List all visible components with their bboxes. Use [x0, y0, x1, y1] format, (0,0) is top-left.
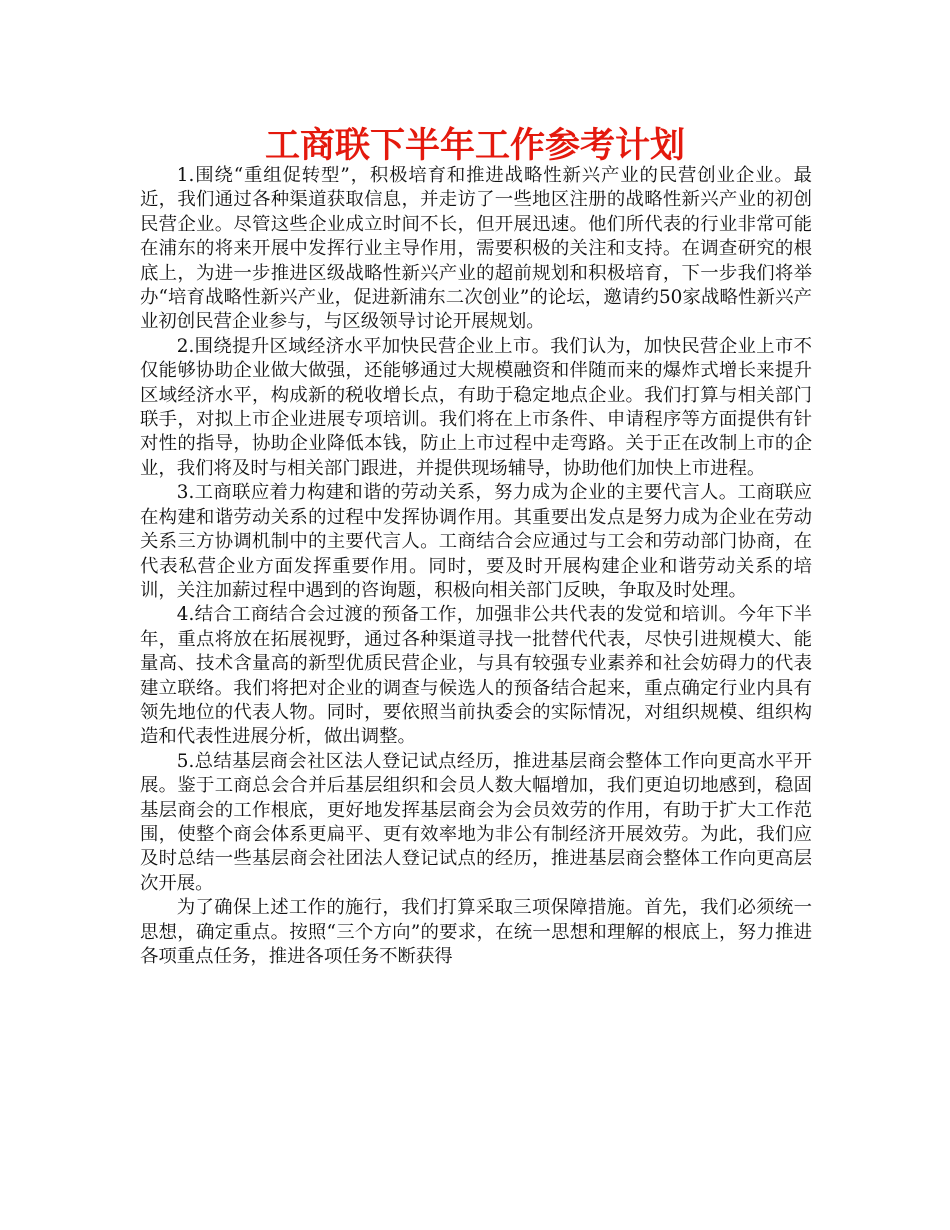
paragraph-4: 4.结合工商结合会过渡的预备工作，加强非公共代表的发觉和培训。今年下半年，重点将放在拓展视野，通过各种渠道寻找一批替代代表，尽快引进规模大、能量高、技术含量高的新型优质民营企业，与具有较强专业素养和社会妨碍力的代表建立联络。我们将把对企业的调查与候选人的预备结合起来，重点确定行业内具有领先地位的代表人物。同时，要依照当前执委会的实际情况，对组织规模、组织构造和代表性进展分析，做出调整。 — [140, 604, 812, 748]
paragraph-6: 为了确保上述工作的施行，我们打算采取三项保障措施。首先，我们必须统一思想，确定重点。按照“三个方向”的要求，在统一思想和理解的根底上，努力推进各项重点任务，推进各项任务不断获得 — [140, 897, 812, 967]
paragraph-3: 3.工商联应着力构建和谐的劳动关系，努力成为企业的主要代言人。工商联应在构建和谐劳动关系的过程中发挥协调作用。其重要出发点是努力成为企业在劳动关系三方协调机制中的主要代言人。工商结合会应通过与工会和劳动部门协商，在代表私营企业方面发挥重要作用。同时，要及时开展构建企业和谐劳动关系的培训，关注加薪过程中遇到的咨询题，积极向相关部门反映，争取及时处理。 — [140, 482, 812, 601]
document-body — [140, 164, 812, 969]
paragraph-5: 5.总结基层商会社区法人登记试点经历，推进基层商会整体工作向更高水平开展。鉴于工商总会合并后基层组织和会员人数大幅增加，我们更迫切地感到，稳固基层商会的工作根底，更好地发挥基层商会为会员效劳的作用，有助于扩大工作范围，使整个商会体系更扁平、更有效率地为非公有制经济开展效劳。为此，我们应及时总结一些基层商会社团法人登记试点的经历，推进基层商会整体工作向更高层次开展。 — [140, 750, 812, 894]
document-title: 工商联下半年工作参考计划 — [264, 126, 685, 166]
paragraph-1: 1.围绕“重组促转型”，积极培育和推进战略性新兴产业的民营创业企业。最近，我们通过各种渠道获取信息，并走访了一些地区注册的战略性新兴产业的初创民营企业。尽管这些企业成立时间不长，但开展迅速。他们所代表的行业非常可能在浦东的将来开展中发挥行业主导作用，需要积极的关注和支持。在调查研究的根底上，为进一步推进区级战略性新兴产业的超前规划和积极培育，下一步我们将举办“培育战略性新兴产业，促进新浦东二次创业”的论坛，邀请约50家战略性新兴产业初创民营企业参与，与区级领导讨论开展规划。 — [140, 165, 812, 333]
paragraph-2: 2.围绕提升区域经济水平加快民营企业上市。我们认为，加快民营企业上市不仅能够协助企业做大做强，还能够通过大规模融资和伴随而来的爆炸式增长来提升区域经济水平，构成新的税收增长点，有助于稳定地点企业。我们打算与相关部门联手，对拟上市企业进展专项培训。我们将在上市条件、申请程序等方面提供有针对性的指导，协助企业降低本钱，防止上市过程中走弯路。关于正在改制上市的企业，我们将及时与相关部门跟进，并提供现场辅导，协助他们加快上市进程。 — [140, 335, 812, 479]
